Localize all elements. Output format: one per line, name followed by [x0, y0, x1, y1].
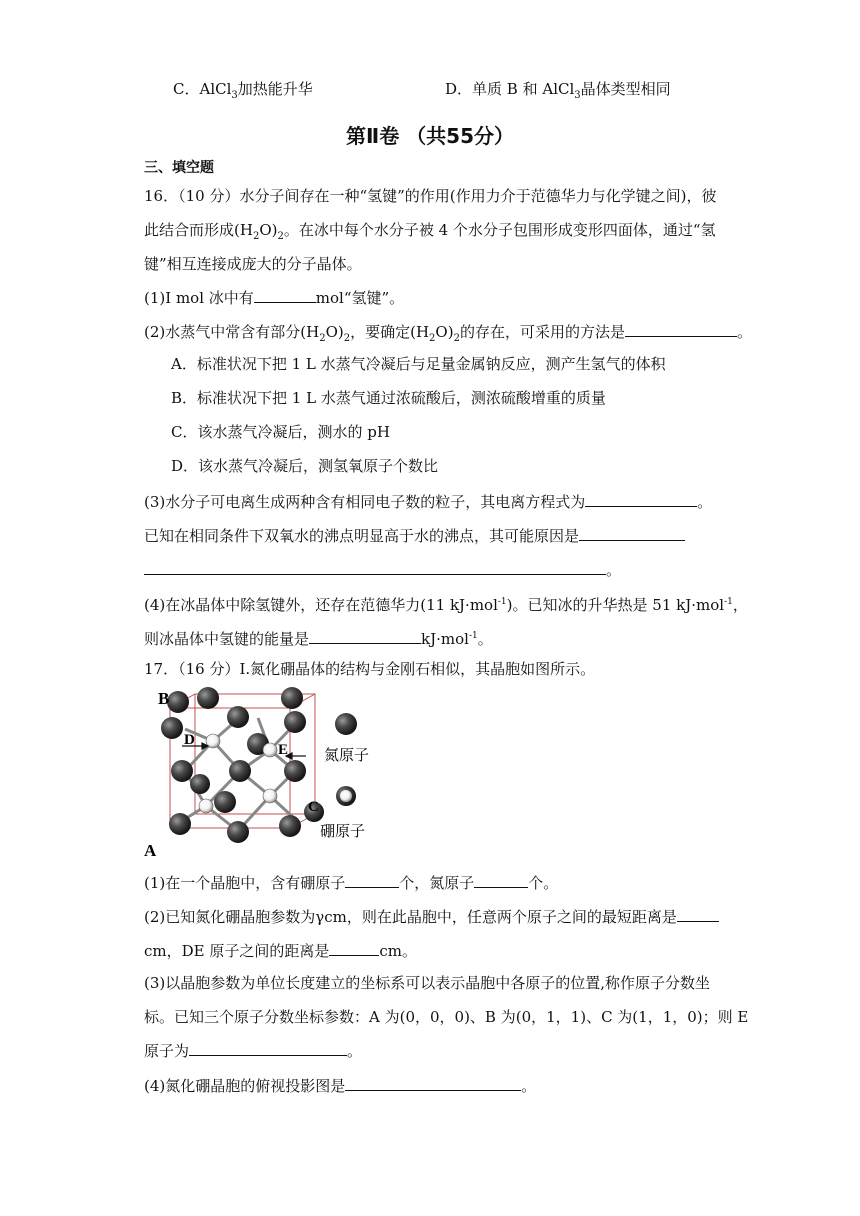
answer-blank[interactable]	[254, 288, 316, 303]
q17-part3-line3: 原子为 。	[144, 1042, 363, 1060]
q16-part3-line1: (3)水分子可电离生成两种含有相同电子数的粒子，其电离方程式为 。	[144, 493, 713, 511]
answer-blank[interactable]	[677, 907, 719, 922]
q16-part3-line3: 。	[144, 559, 621, 581]
answer-blank[interactable]	[345, 873, 399, 888]
answer-blank[interactable]	[625, 322, 737, 337]
q17-part1: (1)在一个晶胞中，含有硼原子 个，氮原子 个。	[144, 874, 559, 892]
q16-part3-line2: 已知在相同条件下双氧水的沸点明显高于水的沸点，其可能原因是	[144, 525, 685, 547]
q17-line1: 17．（16 分）I.氮化硼晶体的结构与金刚石相似，其晶胞如图所示。	[144, 660, 596, 678]
q16-part4-line2: 则冰晶体中氢键的能量是 kJ·mol$^{-1}$。	[144, 630, 493, 648]
q16-part4-line1: (4)在冰晶体中除氢键外，还存在范德华力(11 kJ·mol$^{-1}$)。已知冰的升华热是 51 kJ·mol$^{-1}$，	[144, 596, 748, 614]
part-title: 第Ⅱ卷 （共55分）	[346, 124, 514, 148]
option-d-prev: D．单质 B 和 AlCl$_3$晶体类型相同	[445, 80, 671, 101]
q16-option-c: C．该水蒸气冷凝后，测水的 pH	[171, 423, 390, 441]
answer-blank[interactable]	[585, 492, 697, 507]
q17-part3-line2: 标。已知三个原子分数坐标参数：A 为(0，0，0)、B 为(0，1，1)、C 为(1，1，0)；则 E	[144, 1008, 749, 1026]
boron-nitride-unit-cell-figure	[140, 684, 400, 860]
q16-option-b: B．标准状况下把 1 L 水蒸气通过浓硫酸后，测浓硫酸增重的质量	[171, 389, 606, 407]
legend-nitrogen-label: 氮原子	[324, 746, 370, 764]
option-c-prev: C．AlCl$_3$加热能升华	[173, 80, 313, 101]
legend-boron-atom	[340, 790, 352, 802]
legend-boron-label: 硼原子	[320, 822, 366, 840]
answer-blank[interactable]	[144, 560, 606, 575]
q16-line3: 键”相互连接成庞大的分子晶体。	[144, 255, 362, 273]
label-b: B	[158, 689, 170, 708]
q16-line1: 16．（10 分）水分子间存在一种“氢键”的作用(作用力介于范德华力与化学键之间)，彼	[144, 187, 717, 205]
answer-blank[interactable]	[579, 526, 685, 541]
q16-part2: (2)水蒸气中常含有部分$(H_2O)_2$，要确定$(H_2O)_2$的存在，可采用的方法是 。	[144, 323, 752, 344]
label-e: E	[278, 742, 289, 758]
label-d: D	[184, 732, 195, 748]
q16-line2: 此结合而形成$(H_2O)_2$。在冰中每个水分子被 4 个水分子包围形成变形四面体，通过“氢	[144, 221, 716, 242]
q17-part2-line2: cm，DE 原子之间的距离是 cm。	[144, 942, 417, 960]
label-c: C	[308, 799, 319, 815]
q16-part1: (1)I mol 冰中有 mol“氢键”。	[144, 289, 405, 307]
nitrogen-atoms	[161, 687, 324, 843]
answer-blank[interactable]	[474, 873, 528, 888]
legend-nitrogen-atom	[335, 713, 357, 735]
answer-blank[interactable]	[309, 629, 421, 644]
section-title: 三、填空题	[144, 160, 214, 176]
q17-part4: (4)氮化硼晶胞的俯视投影图是 。	[144, 1077, 537, 1095]
answer-blank[interactable]	[345, 1076, 521, 1091]
label-a: A	[144, 841, 157, 860]
answer-blank[interactable]	[329, 941, 379, 956]
q17-part3-line1: (3)以晶胞参数为单位长度建立的坐标系可以表示晶胞中各原子的位置,称作原子分数坐	[144, 974, 711, 992]
q16-option-d: D．该水蒸气冷凝后，测氢氧原子个数比	[171, 457, 439, 475]
answer-blank[interactable]	[189, 1041, 347, 1056]
q17-part2-line1: (2)已知氮化硼晶胞参数为γcm，则在此晶胞中，任意两个原子之间的最短距离是	[144, 906, 719, 928]
q16-option-a: A．标准状况下把 1 L 水蒸气冷凝后与足量金属钠反应，测产生氢气的体积	[171, 355, 666, 373]
